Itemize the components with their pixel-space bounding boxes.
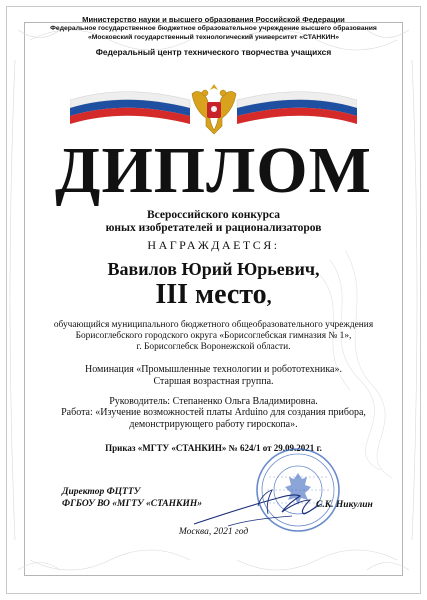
nomination-line-2: Старшая возрастная группа. [153, 376, 274, 387]
director-title-2: ФГБОУ ВО «МГТУ «СТАНКИН» [62, 499, 202, 509]
education-line-3: г. Борисоглебск Воронежской области. [136, 342, 291, 352]
institution-line: Федеральное государственное бюджетное образовательное учреждение высшего образования [50, 25, 377, 32]
place-comma: , [266, 286, 272, 308]
ministry-line: Министерство науки и высшего образования Российской Федерации [82, 15, 345, 24]
university-line: «Московский государственный технологический университет «СТАНКИН» [87, 34, 340, 41]
recipient-name: Вавилов Юрий Юрьевич, [107, 259, 320, 279]
work-line-2: демонстрирующего работу гироскопа». [129, 419, 298, 430]
awarded-label: НАГРАЖДАЕТСЯ: [147, 238, 280, 252]
center-line: Федеральный центр технического творчества учащихся [95, 47, 332, 57]
education-line-2: Борисоглебского городского округа «Борисоглебская гимназия № 1», [75, 331, 352, 341]
nomination-line-1: Номинация «Промышленные технологии и робототехника». [84, 364, 342, 375]
place-award [0, 279, 427, 311]
director-title-1: Директор ФЦТТУ [62, 487, 141, 497]
work-line-1: Работа: «Изучение возможностей платы Arduino для создания прибора, [61, 407, 366, 418]
place-text: III место [155, 279, 267, 310]
coat-of-arms-emblem [188, 80, 240, 136]
competition-line-1: Всероссийского конкурса [147, 209, 280, 221]
director-name: С.К. Никулин [316, 500, 373, 510]
diploma-title: ДИПЛОМ [55, 134, 372, 207]
leader-line: Руководитель: Степаненко Ольга Владимировна. [109, 396, 318, 407]
competition-line-2: юных изобретателей и рационализаторов [105, 222, 322, 234]
order-line: Приказ «МГТУ «СТАНКИН» № 624/1 от 29.09.2021 г. [105, 443, 322, 453]
education-line-1: обучающийся муниципального бюджетного общеобразовательного учреждения [53, 320, 374, 330]
city-year: Москва, 2021 год [178, 527, 249, 537]
